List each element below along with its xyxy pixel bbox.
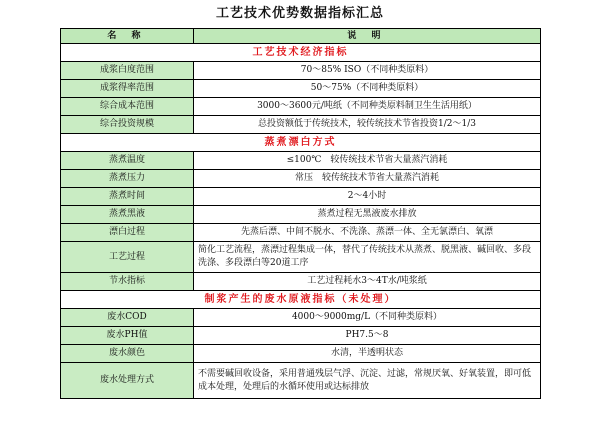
row-label: 蒸煮压力 xyxy=(61,170,194,188)
table-header xyxy=(61,29,541,44)
row-label: 综合投资规模 xyxy=(61,116,194,134)
row-label: 废水处理方式 xyxy=(61,363,194,399)
row-value: 2～4小时 xyxy=(194,188,541,206)
row-label: 成浆白度范围 xyxy=(61,62,194,80)
row-value: 不需要碱回收设备，采用普通残层气浮、沉淀、过滤，常规厌氧、好氧装置，即可低成本处理，处理后的水循环使用或达标排放 xyxy=(194,363,541,399)
table-row xyxy=(61,224,541,242)
table-row xyxy=(61,345,541,363)
row-value: ≤100℃ 较传统技术节省大量蒸汽消耗 xyxy=(194,152,541,170)
row-value: 蒸煮过程无黑液废水排放 xyxy=(194,206,541,224)
row-value: 4000～9000mg/L（不同种类原料） xyxy=(194,309,541,327)
table-row xyxy=(61,188,541,206)
row-value: 常压 较传统技术节省大量蒸汽消耗 xyxy=(194,170,541,188)
row-value: 3000～3600元/吨纸（不同种类原料制卫生生活用纸） xyxy=(194,98,541,116)
spec-table xyxy=(60,28,541,399)
row-value: 70～85% ISO（不同种类原料） xyxy=(194,62,541,80)
row-label: 成浆得率范围 xyxy=(61,80,194,98)
row-label: 废水PH值 xyxy=(61,327,194,345)
section-heading: 制浆产生的废水原液指标（未处理） xyxy=(61,291,541,309)
row-value: PH7.5～8 xyxy=(194,327,541,345)
row-label: 综合成本范围 xyxy=(61,98,194,116)
table-row xyxy=(61,327,541,345)
page-title: 工艺技术优势数据指标汇总 xyxy=(215,6,384,21)
row-value: 50～75%（不同种类原料） xyxy=(194,80,541,98)
row-label: 工艺过程 xyxy=(61,242,194,273)
table-row xyxy=(61,242,541,273)
table-row xyxy=(61,170,541,188)
row-value: 工艺过程耗水3～4T水/吨浆纸 xyxy=(194,273,541,291)
row-value: 先蒸后漂、中间不脱水、不洗涤、蒸漂一体、全无氯漂白、氧漂 xyxy=(194,224,541,242)
row-value: 简化工艺流程，蒸漂过程集成一体，替代了传统技术从蒸煮、脱黑液、碱回收、多段洗涤、多段漂白等20道工序 xyxy=(194,242,541,273)
section-heading: 蒸煮漂白方式 xyxy=(61,134,541,152)
row-label: 蒸煮温度 xyxy=(61,152,194,170)
table-row xyxy=(61,98,541,116)
row-label: 节水指标 xyxy=(61,273,194,291)
section-heading: 工艺技术经济指标 xyxy=(61,44,541,62)
row-label: 废水颜色 xyxy=(61,345,194,363)
row-value: 水清，半透明状态 xyxy=(194,345,541,363)
table-row xyxy=(61,80,541,98)
row-label: 废水COD xyxy=(61,309,194,327)
table-row xyxy=(61,62,541,80)
row-label: 蒸煮时间 xyxy=(61,188,194,206)
header-name: 名 称 xyxy=(61,29,194,44)
table-row xyxy=(61,152,541,170)
row-label: 蒸煮黑液 xyxy=(61,206,194,224)
table-row xyxy=(61,363,541,399)
header-desc: 说 明 xyxy=(194,29,541,44)
table-row xyxy=(61,309,541,327)
table-row xyxy=(61,116,541,134)
table-row xyxy=(61,273,541,291)
table-row xyxy=(61,206,541,224)
row-value: 总投资额低于传统技术，较传统技术节省投资1/2～1/3 xyxy=(194,116,541,134)
row-label: 漂白过程 xyxy=(61,224,194,242)
